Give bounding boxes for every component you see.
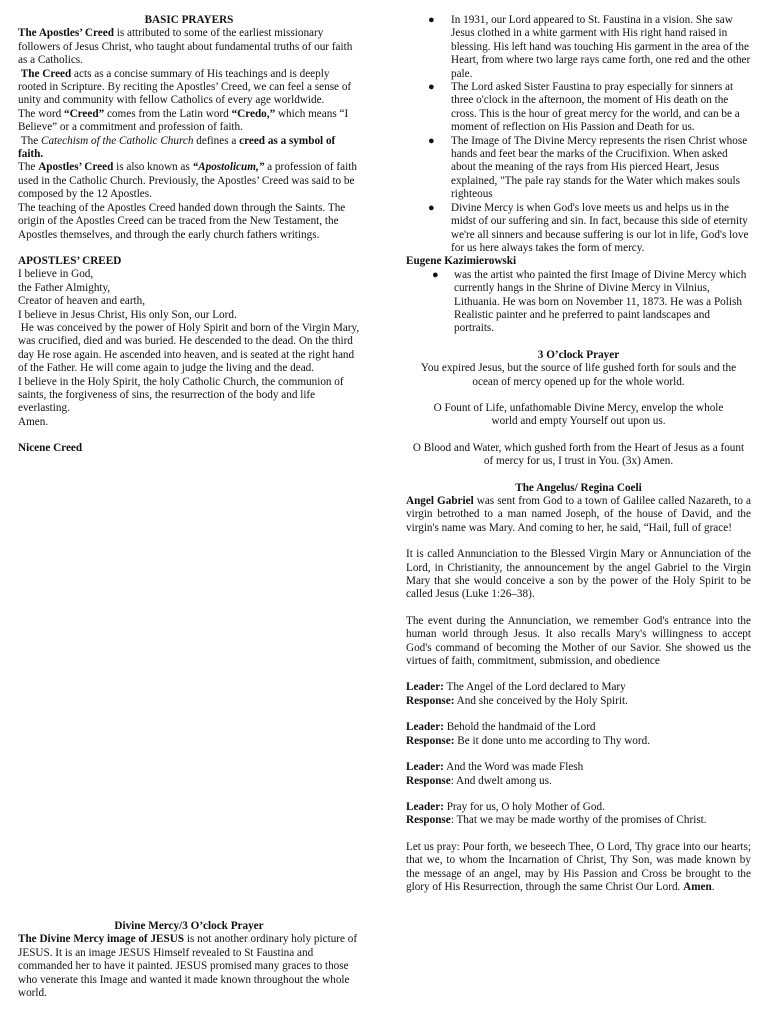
angelus-paragraph-3: The event during the Annunciation, we remember God's entrance into the human world through Jesus. It also recalls Mary's willingness to accept God's command of becoming the Mother of our Savior. She showed us the virtues of faith, commitment, submission, and obedience <box>406 614 751 668</box>
response-label: Response <box>406 774 451 787</box>
creed-line-3: Creator of heaven and earth, <box>18 295 146 308</box>
amen-word: Amen <box>683 880 712 893</box>
creed-line-6: I believe in the Holy Spirit, the holy Catholic Church, the communion of saints, the forgiveness of sins, the resurrection of the body and life everlasting. <box>18 375 344 415</box>
intro-text-2: acts as a concise summary of His teachings and is deeply rooted in Scripture. By reciting the Apostles’ Creed, we can feel a sense of unity and community with fellow Catholics of every age worldwide. <box>18 67 352 107</box>
apostles-creed-heading: APOSTLES’ CREED <box>18 254 122 267</box>
intro-text-4a: The <box>20 134 41 147</box>
artist-heading: Eugene Kazimierowski <box>406 255 517 268</box>
basic-prayers-title: BASIC PRAYERS <box>144 14 234 26</box>
three-oclock-paragraph-3: O Blood and Water, which gushed forth from the Heart of Jesus as a fount of mercy for us, I trust in You. (3x) Amen. <box>412 441 745 468</box>
leader-text: And the Word was made Flesh <box>443 761 584 774</box>
versicle-3 <box>406 761 751 788</box>
versicle-1 <box>406 681 751 708</box>
creed-line-1: I believe in God, <box>18 268 94 281</box>
bullet-icon: ● <box>428 201 435 214</box>
bullet-icon: ● <box>428 134 435 147</box>
response-line <box>406 735 751 748</box>
intro-text-1: is attributed to some of the earliest missionary followers of Jesus Christ, who taught about fundamental truths of our faith as a Catholics. <box>18 27 353 67</box>
three-oclock-paragraph-2: O Fount of Life, unfathomable Divine Mercy, envelop the whole world and empty Yourself out upon us. <box>433 401 724 428</box>
bullet-icon: ● <box>428 81 435 94</box>
creed-line-5-text: He was conceived by the power of Holy Spirit and born of the Virgin Mary, was crucified, died and was buried. He descended to the dead. On the third day He rose again. He ascended into heaven, and is seated at the right hand of the Father. He will come again to judge the living and the dead. <box>18 321 360 375</box>
intro-text-3c: comes from the Latin word <box>104 107 232 120</box>
leader-text: The Angel of the Lord declared to Mary <box>443 681 626 694</box>
bullet-text: The Image of The Divine Mercy represents the risen Christ whose hands and feet bear the marks of the Crucifixion. When asked about the meaning of the rays from His pierced Heart, Jesus explained, "The pale ray stands for the Water which makes souls righteous <box>451 134 748 201</box>
angelus-heading: The Angelus/ Regina Coeli <box>515 481 642 494</box>
intro-paragraph-5 <box>18 161 360 201</box>
apostolicum-term: “Apostolicum,” <box>192 161 265 174</box>
intro-paragraph-2 <box>18 68 360 108</box>
list-item <box>406 269 751 336</box>
leader-label: Leader: <box>406 761 444 774</box>
divine-mercy-bullets <box>406 14 751 255</box>
catechism-title: Catechism of the Catholic Church <box>41 134 194 147</box>
list-item <box>406 202 751 256</box>
bullet-text: In 1931, our Lord appeared to St. Faustina in a vision. She saw Jesus clothed in a white garment with His right hand raised in blessing. His left hand was touching His garment in the area of the Heart, from where two large rays came forth, one red and the other pale. <box>451 14 751 80</box>
response-line <box>406 814 751 827</box>
closing-text: Let us pray: Pour forth, we beseech Thee, O Lord, Thy grace into our hearts; that we, to whom the Incarnation of Christ, Thy Son, was made known by the message of an angel, may by His Passion and Cross be brought to the glory of His Resurrection, through the same Christ Our Lord. <box>406 840 751 893</box>
response-line <box>406 775 751 788</box>
divine-mercy-text: is not another ordinary holy picture of JESUS. It is an image JESUS Himself revealed to St Faustina and commanded her to have it painted. JESUS promised many graces to those who venerate this Image and wanted it made known throughout the whole world. <box>18 933 358 1000</box>
creed-line-7: Amen. <box>18 415 49 428</box>
response-text: Be it done unto me according to Thy word. <box>454 734 651 747</box>
three-oclock-heading: 3 O’clock Prayer <box>537 348 620 361</box>
closing-prayer <box>406 841 751 895</box>
bullet-text: The Lord asked Sister Faustina to pray especially for sinners at three o'clock in the afternoon, the moment of His death on the cross. This is the hour of great mercy for the world, and can be a moment of reflection on His Passion and Death for us. <box>451 81 740 134</box>
response-text: : And dwelt among us. <box>450 774 552 787</box>
leader-label: Leader: <box>406 681 444 694</box>
divine-mercy-image-term: The Divine Mercy image of JESUS <box>18 933 185 946</box>
leader-label: Leader: <box>406 721 444 734</box>
response-text: And she conceived by the Holy Spirit. <box>454 694 628 707</box>
intro-text-5d: a profession of faith used in the Catholic Church. Previously, the Apostles’ Creed was said to be composed by the 12 Apostles. <box>18 161 357 201</box>
intro-paragraph-3 <box>18 108 360 135</box>
creed-word: “Creed” <box>63 107 105 120</box>
divine-mercy-paragraph <box>18 933 360 1000</box>
intro-paragraph-6: The teaching of the Apostles Creed handed down through the Saints. The origin of the Apostles Creed can be traced from the New Testament, the Apostles themselves, and through the early church fathers writings. <box>18 201 346 241</box>
creed-symbol-phrase: creed as a symbol of faith. <box>18 134 336 161</box>
apostles-creed-term-2: Apostles’ Creed <box>38 161 114 174</box>
response-text: : That we may be made worthy of the promises of Christ. <box>450 814 707 827</box>
creed-line-2: the Father Almighty, <box>18 281 111 294</box>
angelus-paragraph-2: It is called Annunciation to the Blessed Virgin Mary or Annunciation of the Lord, in Christianity, the announcement by the angel Gabriel to the Virgin Mary that she would conceive a son by the power of the Holy Spirit to be called Jesus (Luke 1:26–38). <box>406 548 751 601</box>
intro-paragraph-1 <box>18 27 360 67</box>
intro-paragraph-4 <box>18 135 360 162</box>
three-oclock-paragraph-1: You expired Jesus, but the source of life gushed forth for souls and the ocean of mercy opened up for the whole world. <box>420 362 737 388</box>
intro-text-3a: The word <box>18 107 64 120</box>
leader-label: Leader: <box>406 800 444 813</box>
response-label: Response: <box>406 694 455 707</box>
intro-text-5a: The <box>18 161 39 174</box>
response-line <box>406 695 751 708</box>
bullet-text: Divine Mercy is when God's love meets us and helps us in the midst of our suffering and sin. In fact, because this side of eternity we're all sinners and because suffering is our lot in life, God's love for us here always takes the form of mercy. <box>451 201 749 254</box>
creed-term: The Creed <box>20 67 72 80</box>
divine-mercy-section <box>18 920 360 1000</box>
list-item <box>406 81 751 135</box>
leader-line <box>406 761 751 774</box>
angelus-text-1: was sent from God to a town of Galilee called Nazareth, to a virgin betrothed to a man named Joseph, of the house of David, and the virgin's name was Mary. And coming to her, he said, “Hail, full of grace! <box>406 495 751 534</box>
response-label: Response: <box>406 734 455 747</box>
leader-line <box>406 681 751 694</box>
credo-word: “Credo,” <box>231 107 276 120</box>
closing-period: . <box>711 880 715 893</box>
list-item <box>406 14 751 81</box>
divine-mercy-heading: Divine Mercy/3 O’clock Prayer <box>114 920 264 932</box>
angel-gabriel-term: Angel Gabriel <box>406 495 474 507</box>
intro-text-3d: which means “I Believe” or a commitment and profession of faith. <box>18 107 349 134</box>
bullet-icon: ● <box>432 268 439 281</box>
bullet-icon: ● <box>428 14 435 26</box>
intro-text-5c: is also known as <box>113 161 193 174</box>
artist-bullets <box>406 269 751 336</box>
leader-line <box>406 721 751 734</box>
nicene-creed-heading: Nicene Creed <box>18 442 83 455</box>
angelus-paragraph-1 <box>406 495 751 535</box>
leader-text: Pray for us, O holy Mother of God. <box>443 800 605 813</box>
creed-line-5 <box>18 322 360 376</box>
versicle-4 <box>406 801 751 828</box>
left-column <box>18 14 360 456</box>
leader-line <box>406 801 751 814</box>
right-column <box>406 14 751 894</box>
bullet-text: was the artist who painted the first Image of Divine Mercy which currently hangs in the Shrine of Divine Mercy in Vilnius, Lithuania. He was born on November 11, 1873. He was a Polish Realistic painter and he preferred to paint landscapes and portraits. <box>454 268 747 335</box>
intro-text-4c: defines a <box>193 134 240 147</box>
leader-text: Behold the handmaid of the Lord <box>443 721 596 734</box>
list-item <box>406 135 751 202</box>
response-label: Response <box>406 814 451 827</box>
apostles-creed-term: The Apostles’ Creed <box>18 27 114 40</box>
versicle-2 <box>406 721 751 748</box>
creed-line-4: I believe in Jesus Christ, His only Son, our Lord. <box>18 308 237 321</box>
